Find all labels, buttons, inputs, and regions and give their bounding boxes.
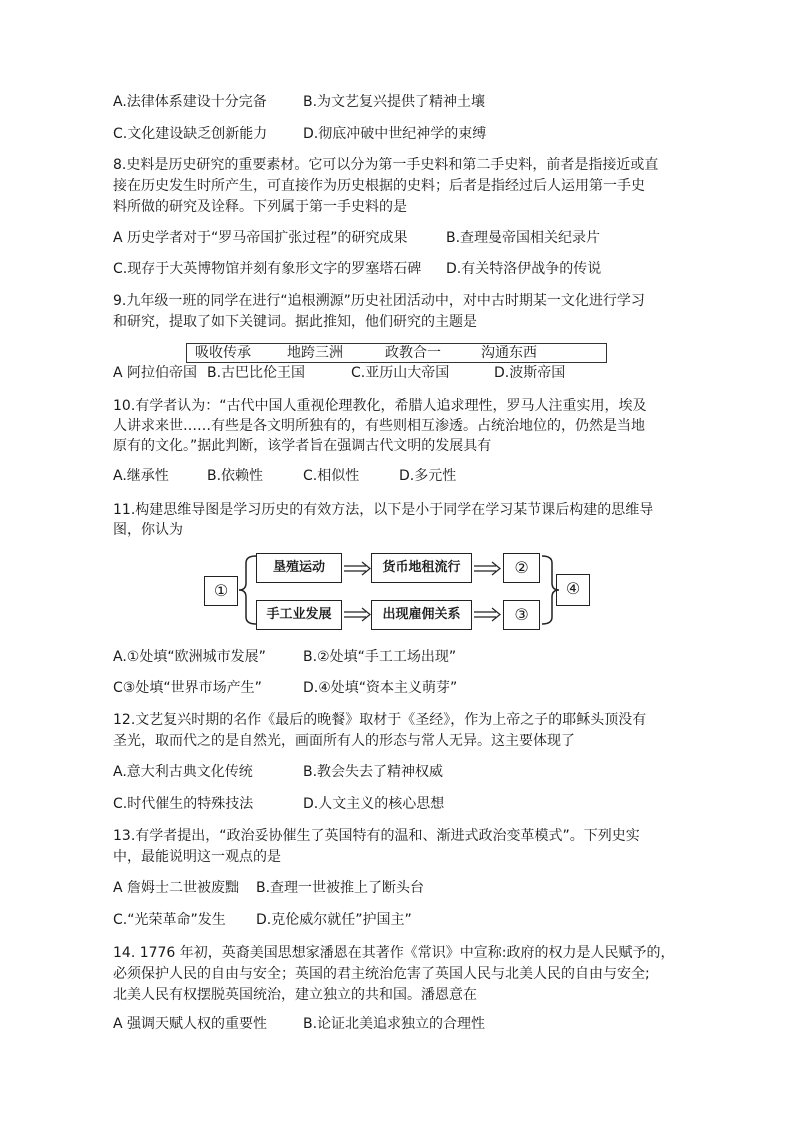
map-node-4: ④ xyxy=(556,574,590,606)
q9-option-d: D.波斯帝国 xyxy=(494,365,566,381)
q8-stem-line-1: 8.史料是历史研究的重要素材。它可以分为第一手史料和第二手史料，前者是指接近或直 xyxy=(113,157,659,173)
q12-option-a: A.意大利古典文化传统 xyxy=(113,764,253,780)
q12-option-d: D.人文主义的核心思想 xyxy=(303,796,445,812)
double-arrow-icon xyxy=(474,562,500,575)
q14-stem-line-2: 必须保护人民的自由与安全；英国的君主统治危害了英国人民与北美人民的自由与安全; xyxy=(113,966,650,982)
q7-option-c: C.文化建设缺乏创新能力 xyxy=(113,126,268,142)
q9-option-a: A 阿拉伯帝国 xyxy=(113,365,198,381)
q8-option-a: A 历史学者对于“罗马帝国扩张过程”的研究成果 xyxy=(113,230,408,246)
q8-stem-line-3: 料所做的研究及诠释。下列属于第一手史料的是 xyxy=(113,199,407,215)
map-node-1: ① xyxy=(204,576,238,606)
double-arrow-icon xyxy=(344,608,370,621)
q9-keyword: 政教合一 xyxy=(385,345,441,361)
q8-stem-line-2: 接在历史发生时所产生，可直接作为历史根据的史料；后者是指经过后人运用第一手史 xyxy=(113,178,645,194)
q11-option-b: B.②处填“手工工场出现” xyxy=(303,649,457,665)
q12-option-c: C.时代催生的特殊技法 xyxy=(113,796,254,812)
q11-stem-line-1: 11.构建思维导图是学习历史的有效方法，以下是小于同学在学习某节课后构建的思维导 xyxy=(113,502,654,518)
q7-option-a: A.法律体系建设十分完备 xyxy=(113,94,267,110)
q7-option-b: B.为文艺复兴提供了精神土壤 xyxy=(303,94,486,110)
q11-mind-map xyxy=(204,549,590,631)
q14-stem-line-3: 北美人民有权摆脱英国统治，建立独立的共和国。潘恩意在 xyxy=(113,987,477,1003)
q10-stem-line-2: 人讲求来世……有些是各文明所独有的，有些则相互渗透。占统治地位的，仍然是当地 xyxy=(113,418,645,434)
q7-option-d: D.彻底冲破中世纪神学的束缚 xyxy=(303,126,487,142)
q14-option-a: A 强调天赋人权的重要性 xyxy=(113,1016,268,1032)
q9-stem-line-2: 和研究，提取了如下关键词。据此推知，他们研究的主题是 xyxy=(113,314,477,330)
q10-option-b: B.依赖性 xyxy=(207,468,264,484)
q11-stem-line-2: 图，你认为 xyxy=(113,522,183,538)
map-node-top2: 货币地租流行 xyxy=(371,553,472,583)
map-node-top1: 垦殖运动 xyxy=(256,553,342,583)
q12-option-b: B.教会失去了精神权威 xyxy=(303,764,444,780)
double-arrow-icon xyxy=(344,562,370,575)
q13-option-c: C.“光荣革命”发生 xyxy=(113,912,226,928)
q13-stem-line-2: 中，最能说明这一观点的是 xyxy=(113,849,281,865)
q8-option-c: C.现存于大英博物馆并刻有象形文字的罗塞塔石碑 xyxy=(113,261,422,277)
map-node-3: ③ xyxy=(503,600,540,630)
q9-keyword: 吸收传承 xyxy=(195,345,251,361)
q12-stem-line-1: 12.文艺复兴时期的名作《最后的晚餐》取材于《圣经》，作为上帝之子的耶稣头顶没有 xyxy=(113,712,647,728)
map-node-bot1: 手工业发展 xyxy=(256,600,342,630)
q13-stem-line-1: 13.有学者提出，“政治妥协催生了英国特有的温和、渐进式政治变革模式”。下列史实 xyxy=(113,828,640,844)
q14-stem-line-1: 14. 1776 年初，英裔美国思想家潘恩在其著作《常识》中宣称:政府的权力是人民赋予的， xyxy=(113,945,675,961)
q9-option-b: B.古巴比伦王国 xyxy=(207,365,306,381)
q9-keyword: 地跨三洲 xyxy=(287,345,343,361)
q10-stem-line-1: 10.有学者认为：“古代中国人重视伦理教化，希腊人追求理性，罗马人注重实用，埃及 xyxy=(113,398,647,414)
q9-option-c: C.亚历山大帝国 xyxy=(351,365,450,381)
q11-option-d: D.④处填“资本主义萌芽” xyxy=(303,680,458,696)
q10-stem-line-3: 原有的文化。”据此判断，该学者旨在强调古代文明的发展具有 xyxy=(113,438,492,454)
q11-option-a: A.①处填“欧洲城市发展” xyxy=(113,649,266,665)
double-arrow-icon xyxy=(474,608,500,621)
q10-option-d: D.多元性 xyxy=(399,468,457,484)
q9-keyword: 沟通东西 xyxy=(481,345,537,361)
q13-option-a: A 詹姆士二世被废黜 xyxy=(113,880,240,896)
left-brace xyxy=(239,556,256,624)
q9-stem-line-1: 9.九年级一班的同学在进行“追根溯源”历史社团活动中，对中古时期某一文化进行学习 xyxy=(113,293,645,309)
q12-stem-line-2: 圣光，取而代之的是自然光，画面所有人的形态与常人无异。这主要体现了 xyxy=(113,733,575,749)
q10-option-c: C.相似性 xyxy=(303,468,360,484)
q14-option-b: B.论证北美追求独立的合理性 xyxy=(303,1016,486,1032)
q11-option-c: C③处填“世界市场产生” xyxy=(113,680,262,696)
map-node-2: ② xyxy=(503,553,540,583)
q13-option-d: D.克伦威尔就任”护国主” xyxy=(256,912,412,928)
q9-keyword-box xyxy=(186,343,607,363)
q8-option-d: D.有关特洛伊战争的传说 xyxy=(446,261,602,277)
q8-option-b: B.查理曼帝国相关纪录片 xyxy=(446,230,601,246)
map-node-bot2: 出现雇佣关系 xyxy=(371,600,472,630)
q13-option-b: B.查理一世被推上了断头台 xyxy=(256,880,425,896)
q10-option-a: A.继承性 xyxy=(113,468,169,484)
